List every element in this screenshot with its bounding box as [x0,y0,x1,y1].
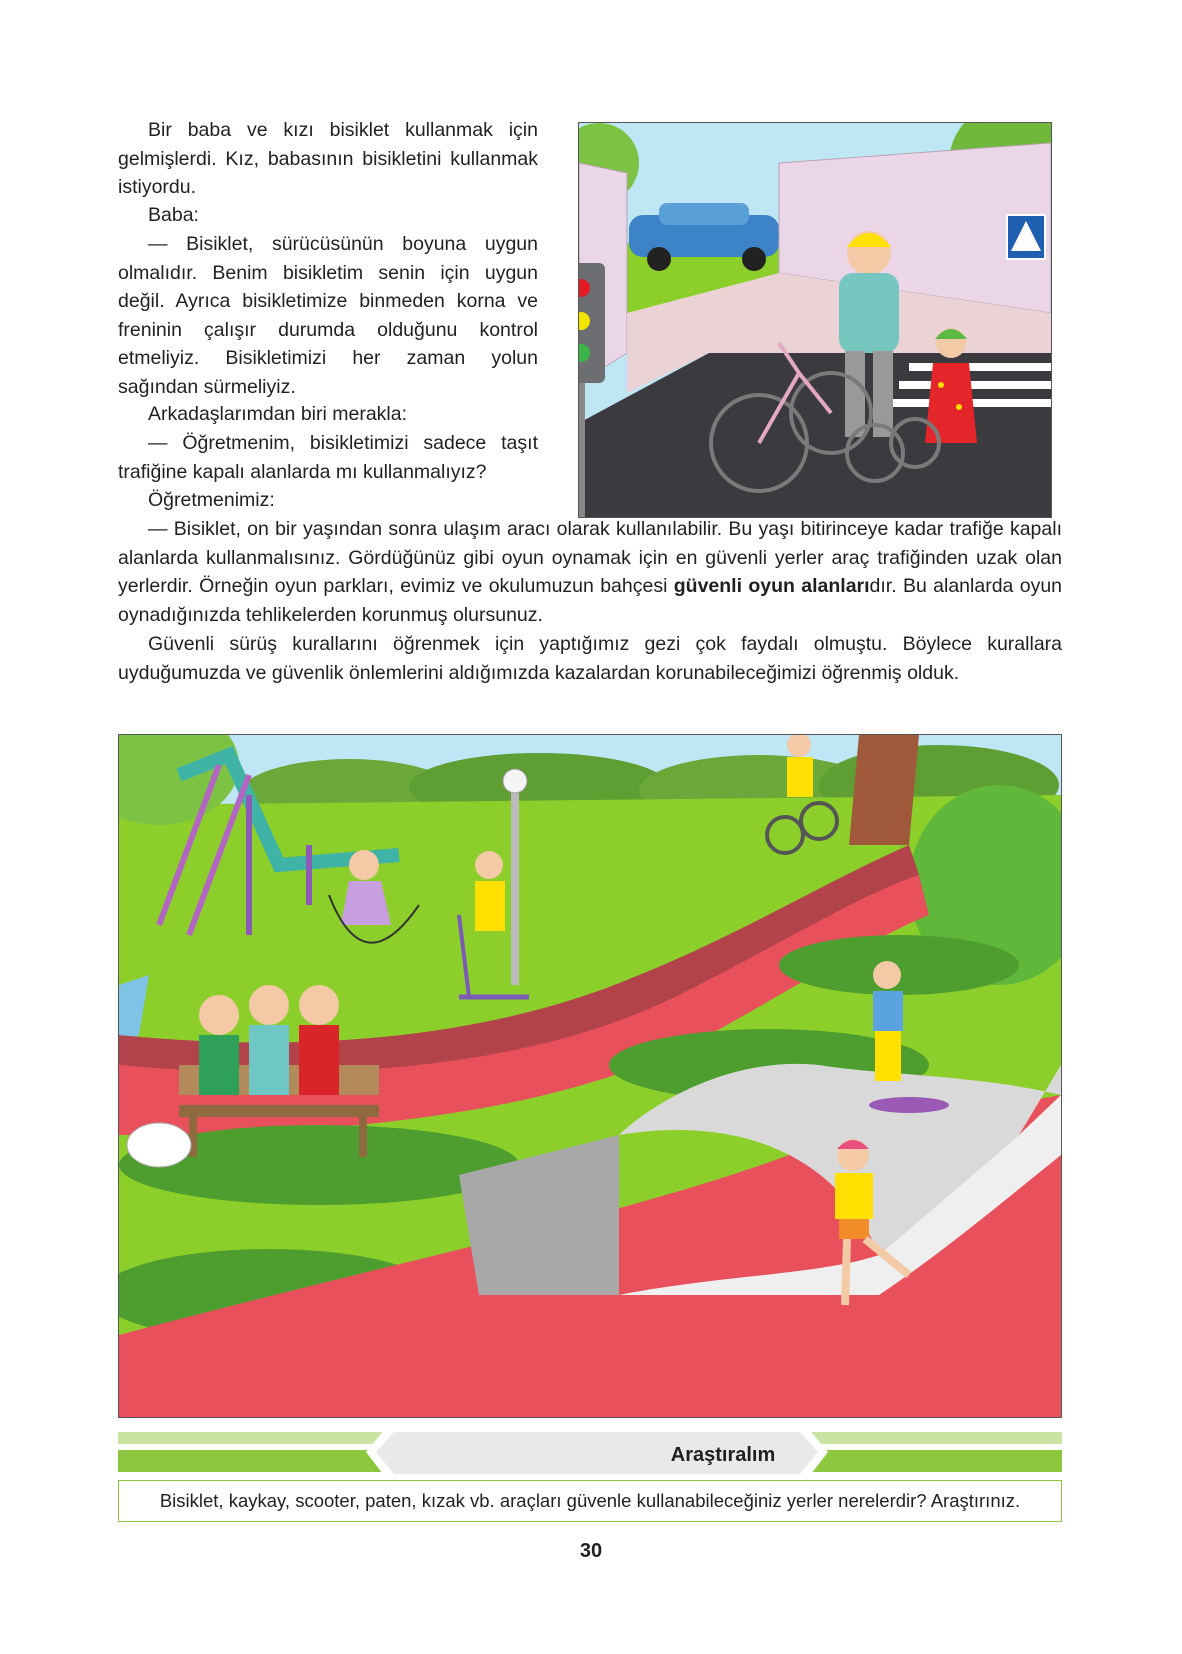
paragraph-intro: Bir baba ve kızı bisiklet kullanmak için gelmişlerdi. Kız, babasının bisikletini kullanmak istiyordu. [118,119,538,198]
park-scene [119,735,1061,1417]
research-title: Araştıralım [670,1444,776,1466]
guide-dog [127,1123,191,1167]
bicycle-street-illustration [578,122,1052,518]
paragraph-father-label: Baba: [148,204,199,226]
children-on-bench [199,985,339,1095]
page-number: 30 [579,1540,603,1562]
teacher-answer-part-1: — Bisiklet, on bir yaşından sonra ulaşım aracı olarak kullanılabilir. Bu yaşı bitirinceye kadar trafiğe kapalı alanlarda kullanmalısınız. Gördüğünüz gibi oyun oynamak için en güvenli yerler araç trafiğinden uzak olan yerlerdir. Örneğin oyun parkları, evimiz ve okulumuzun bahçesi [118,518,1062,597]
tree-trunk [849,735,919,845]
paragraph-teacher-answer [118,515,1062,629]
safe-playground-illustration [118,734,1062,1418]
paragraph-conclusion: Güvenli sürüş kurallarını öğrenmek için yaptığımız gezi çok faydalı olmuştu. Böylece kurallara uyduğumuzda ve güvenlik önlemlerini aldığımızda kazalardan korunabileceğimizi öğrenmiş olduk. [118,633,1062,684]
paragraph-teacher-label: Öğretmenimiz: [148,489,275,511]
paragraph-friend-question: — Öğretmenim, bisikletimizi sadece taşıt trafiğine kapalı alanlarda mı kullanmalıyız? [118,432,538,483]
paragraph-friend-label: Arkadaşlarımdan biri merakla: [148,403,408,425]
teacher-answer-part-2: dır. Bu alanlarda oyun oynadığınızda tehlikelerden korunmuş olursunuz. [118,575,1063,626]
teacher-answer-bold: güvenli oyun alanları [673,575,870,597]
research-box [118,1428,1062,1522]
paragraph-father-speech: — Bisiklet, sürücüsünün boyuna uygun olmalıdır. Benim bisikletim senin için uygun değil. Ayrıca bisikletimize binmeden korna ve freninin çalışır durumda olduğunu kontrol etmeliyiz. Bisikletimizi her zaman yolun sağından sürmeliyiz. [118,233,538,398]
research-question: Bisiklet, kaykay, scooter, paten, kızak vb. araçları güvenle kullanabileceğiniz yerler nerelerdir? Araştırınız. [118,1480,1062,1522]
bicycle-street-scene [579,123,1051,517]
